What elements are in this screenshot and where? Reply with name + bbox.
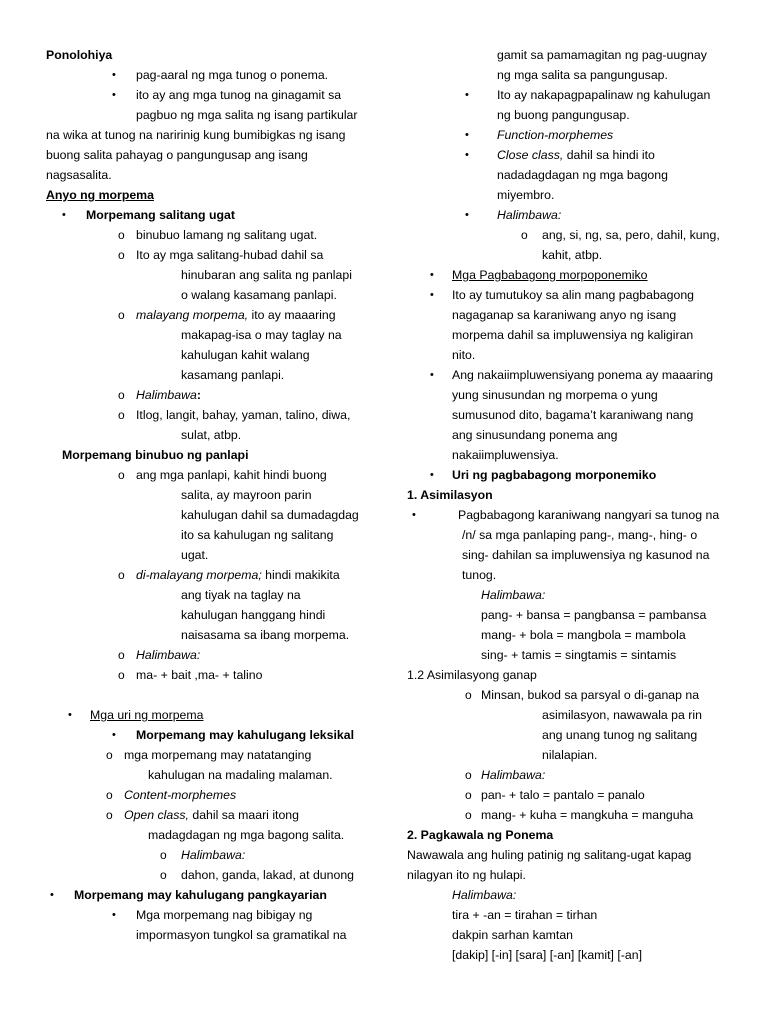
list-item: ugat. xyxy=(181,548,209,562)
list-item xyxy=(497,145,655,165)
list-item: ma- + bait ,ma- + talino xyxy=(136,668,263,682)
list-item: Halimbawa: xyxy=(136,648,201,662)
paragraph-line: na wika at tunog na naririnig kung bumibigkas ng isang xyxy=(46,128,346,142)
bullet-icon: • xyxy=(430,289,434,301)
list-item: kahulugan dahil sa dumadagdag xyxy=(181,508,359,522)
list-item: Ito ay mga salitang-hubad dahil sa xyxy=(136,248,324,262)
list-item xyxy=(136,385,201,405)
list-item: kahit, atbp. xyxy=(542,248,603,262)
example-line: [dakip] [-in] [sara] [-an] [kamit] [-an] xyxy=(452,948,642,962)
circle-bullet-icon: o xyxy=(465,788,472,802)
list-item: mang- + kuha = mangkuha = manguha xyxy=(481,808,694,822)
bullet-icon: • xyxy=(68,709,72,721)
bullet-icon: • xyxy=(112,69,116,81)
list-item: impormasyon tungkol sa gramatikal na xyxy=(136,928,347,942)
bullet-icon: • xyxy=(62,209,66,221)
uri-heading: Mga uri ng morpema xyxy=(90,708,204,722)
list-item: sulat, atbp. xyxy=(181,428,242,442)
list-item: /n/ sa mga panlaping pang-, mang-, hing- o xyxy=(462,528,698,542)
list-item: Itlog, langit, bahay, yaman, talino, diwa, xyxy=(136,408,351,422)
list-item: tunog. xyxy=(462,568,497,582)
list-text: dahil sa maari itong xyxy=(188,808,299,822)
circle-bullet-icon: o xyxy=(465,688,472,702)
circle-bullet-icon: o xyxy=(465,808,472,822)
example-line: mang- + bola = mangbola = mambola xyxy=(481,628,686,642)
list-item: kahulugan kahit walang xyxy=(181,348,310,362)
circle-bullet-icon: o xyxy=(160,868,167,882)
list-text: hindi makikita xyxy=(261,568,340,582)
bullet-icon: • xyxy=(50,889,54,901)
list-item: madagdagan ng mga bagong salita. xyxy=(148,828,345,842)
list-item: naisasama sa ibang morpema. xyxy=(181,628,350,642)
list-item: kahulugan na madaling malaman. xyxy=(148,768,333,782)
italic-term: Close class, xyxy=(497,148,564,162)
bullet-icon: • xyxy=(112,909,116,921)
circle-bullet-icon: o xyxy=(106,748,113,762)
list-item: sing- dahilan sa impluwensiya ng kasunod na xyxy=(462,548,710,562)
list-item: nadadagdagan ng mga bagong xyxy=(497,168,668,182)
list-item: Mga morpemang nag bibigay ng xyxy=(136,908,313,922)
list-item: nilalapian. xyxy=(542,748,598,762)
circle-bullet-icon: o xyxy=(118,468,125,482)
list-item xyxy=(124,805,299,825)
list-item: Ito ay nakapagpapalinaw ng kahulugan xyxy=(497,88,711,102)
italic-term: di-malayang morpema; xyxy=(136,568,262,582)
ugat-subheading: Morpemang salitang ugat xyxy=(86,208,235,222)
list-item: Ang nakaiimpluwensiyang ponema ay maaaring xyxy=(452,368,714,382)
list-text: ito ay maaaring xyxy=(248,308,336,322)
list-text: : xyxy=(196,388,201,402)
list-item: hinubaran ang salita ng panlapi xyxy=(181,268,352,282)
list-item: mga morpemang may natatanging xyxy=(124,748,312,762)
circle-bullet-icon: o xyxy=(118,648,125,662)
list-item: binubuo lamang ng salitang ugat. xyxy=(136,228,318,242)
paragraph-line: buong salita pahayag o pangungusap ang isang xyxy=(46,148,308,162)
list-item: nagaganap sa karaniwang anyo ng isang xyxy=(452,308,677,322)
ponolohiya-heading: Ponolohiya xyxy=(46,48,113,62)
list-item: pag-aaral ng mga tunog o ponema. xyxy=(136,68,329,82)
italic-term: Halimbawa xyxy=(136,388,197,402)
bullet-icon: • xyxy=(465,149,469,161)
circle-bullet-icon: o xyxy=(118,568,125,582)
list-item: ang mga panlapi, kahit hindi buong xyxy=(136,468,327,482)
list-item: ito ay ang mga tunog na ginagamit sa xyxy=(136,88,342,102)
anyo-heading: Anyo ng morpema xyxy=(46,188,154,202)
bullet-icon: • xyxy=(430,369,434,381)
list-item: morpema dahil sa impluwensiya ng kaligiran xyxy=(452,328,694,342)
list-item xyxy=(136,305,336,325)
list-item: ng buong pangungusap. xyxy=(497,108,630,122)
list-item: kahulugan hanggang hindi xyxy=(181,608,326,622)
paragraph-line: nilagyan ito ng hulapi. xyxy=(407,868,526,882)
circle-bullet-icon: o xyxy=(160,848,167,862)
leksikal-subheading: Morpemang may kahulugang leksikal xyxy=(136,728,354,742)
list-item: Function-morphemes xyxy=(497,128,614,142)
ganap-heading: 1.2 Asimilasyong ganap xyxy=(407,668,537,682)
asimilasyon-heading: 1. Asimilasyon xyxy=(407,488,493,502)
list-item: ng mga salita sa pangungusap. xyxy=(497,68,668,82)
list-text: dahil sa hindi ito xyxy=(563,148,655,162)
circle-bullet-icon: o xyxy=(118,388,125,402)
list-item: nito. xyxy=(452,348,476,362)
circle-bullet-icon: o xyxy=(118,248,125,262)
list-item: Halimbawa: xyxy=(481,768,546,782)
list-item: Content-morphemes xyxy=(124,788,237,802)
italic-term: malayang morpema, xyxy=(136,308,249,322)
bullet-icon: • xyxy=(430,269,434,281)
list-item: Halimbawa: xyxy=(497,208,562,222)
bullet-icon: • xyxy=(112,729,116,741)
list-item: kasamang panlapi. xyxy=(181,368,285,382)
list-item: sumusunod dito, bagama’t karaniwang nang xyxy=(452,408,694,422)
circle-bullet-icon: o xyxy=(118,308,125,322)
example-line: dakpin sarhan kamtan xyxy=(452,928,573,942)
list-item: asimilasyon, nawawala pa rin xyxy=(542,708,702,722)
list-item: miyembro. xyxy=(497,188,555,202)
example-line: sing- + tamis = singtamis = sintamis xyxy=(481,648,677,662)
paragraph-line: nagsasalita. xyxy=(46,168,112,182)
bullet-icon: • xyxy=(430,469,434,481)
example-line: pang- + bansa = pangbansa = pambansa xyxy=(481,608,707,622)
pagbabago-heading: Mga Pagbabagong morpoponemiko xyxy=(452,268,648,282)
binubuo-subheading: Morpemang binubuo ng panlapi xyxy=(62,448,249,462)
paragraph-line: Nawawala ang huling patinig ng salitang-ugat kapag xyxy=(407,848,692,862)
list-item: Minsan, bukod sa parsyal o di-ganap na xyxy=(481,688,700,702)
list-item xyxy=(136,565,340,585)
circle-bullet-icon: o xyxy=(106,788,113,802)
list-item: yung sinusundan ng morpema o yung xyxy=(452,388,658,402)
example-label: Halimbawa: xyxy=(452,888,517,902)
list-item: ang tiyak na taglay na xyxy=(181,588,301,602)
pagkawala-heading: 2. Pagkawala ng Ponema xyxy=(407,828,554,842)
circle-bullet-icon: o xyxy=(118,408,125,422)
list-item: Halimbawa: xyxy=(181,848,246,862)
bullet-icon: • xyxy=(465,89,469,101)
list-item: o walang kasamang panlapi. xyxy=(181,288,337,302)
italic-term: Open class, xyxy=(124,808,189,822)
circle-bullet-icon: o xyxy=(118,228,125,242)
circle-bullet-icon: o xyxy=(521,228,528,242)
list-item: salita, ay mayroon parin xyxy=(181,488,312,502)
circle-bullet-icon: o xyxy=(118,668,125,682)
list-item: gamit sa pamamagitan ng pag-uugnay xyxy=(497,48,707,62)
bullet-icon: • xyxy=(465,209,469,221)
list-item: Ito ay tumutukoy sa alin mang pagbabagong xyxy=(452,288,695,302)
list-item: Pagbabagong karaniwang nangyari sa tunog na xyxy=(458,508,720,522)
example-label: Halimbawa: xyxy=(481,588,546,602)
list-item: nakaiimpluwensiya. xyxy=(452,448,559,462)
circle-bullet-icon: o xyxy=(106,808,113,822)
list-item: pan- + talo = pantalo = panalo xyxy=(481,788,645,802)
example-line: tira + -an = tirahan = tirhan xyxy=(452,908,598,922)
bullet-icon: • xyxy=(112,89,116,101)
list-item: ito sa kahulugan ng salitang xyxy=(181,528,334,542)
bullet-icon: • xyxy=(465,129,469,141)
list-item: ang sinusundang ponema ang xyxy=(452,428,618,442)
list-item: ang, si, ng, sa, pero, dahil, kung, xyxy=(542,228,720,242)
circle-bullet-icon: o xyxy=(465,768,472,782)
list-item: pagbuo ng mga salita ng isang partikular xyxy=(136,108,358,122)
list-item: makapag-isa o may taglay na xyxy=(181,328,342,342)
bullet-icon: • xyxy=(412,509,416,521)
list-item: dahon, ganda, lakad, at dunong xyxy=(181,868,354,882)
pangkayarian-subheading: Morpemang may kahulugang pangkayarian xyxy=(74,888,327,902)
uri-pagbabago-subheading: Uri ng pagbabagong morponemiko xyxy=(452,468,657,482)
list-item: ang unang tunog ng salitang xyxy=(542,728,698,742)
